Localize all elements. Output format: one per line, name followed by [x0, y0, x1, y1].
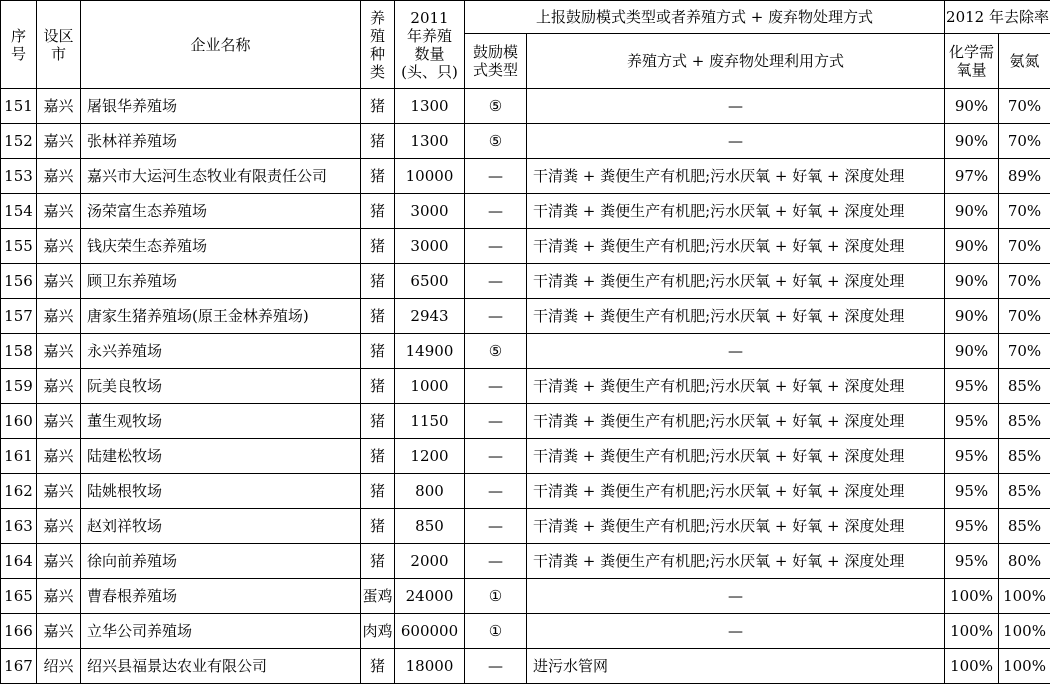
cell-city: 嘉兴	[37, 579, 81, 614]
cell-city: 嘉兴	[37, 544, 81, 579]
cell-count: 6500	[395, 264, 465, 299]
cell-method: —	[527, 614, 945, 649]
cell-cod-rate: 95%	[945, 474, 999, 509]
cell-method: —	[527, 579, 945, 614]
cell-company-name: 曹春根养殖场	[81, 579, 361, 614]
table-row	[1, 89, 1050, 124]
cell-company-name: 赵刘祥牧场	[81, 509, 361, 544]
table-row	[1, 474, 1050, 509]
cell-nh-rate: 85%	[999, 404, 1050, 439]
cell-nh-rate: 80%	[999, 544, 1050, 579]
cell-company-name: 立华公司养殖场	[81, 614, 361, 649]
table-row	[1, 159, 1050, 194]
cell-seq: 159	[1, 369, 37, 404]
cell-mode: —	[465, 404, 527, 439]
cell-method: 干清粪 + 粪便生产有机肥;污水厌氧 + 好氧 + 深度处理	[527, 544, 945, 579]
cell-company-name: 汤荣富生态养殖场	[81, 194, 361, 229]
cell-species: 猪	[361, 404, 395, 439]
cell-mode: —	[465, 439, 527, 474]
table-row	[1, 404, 1050, 439]
cell-nh-rate: 85%	[999, 369, 1050, 404]
cell-city: 嘉兴	[37, 509, 81, 544]
cell-species: 猪	[361, 159, 395, 194]
cell-method: 干清粪 + 粪便生产有机肥;污水厌氧 + 好氧 + 深度处理	[527, 474, 945, 509]
cell-method: 干清粪 + 粪便生产有机肥;污水厌氧 + 好氧 + 深度处理	[527, 229, 945, 264]
cell-cod-rate: 95%	[945, 369, 999, 404]
cell-mode: ①	[465, 579, 527, 614]
table-body	[1, 89, 1050, 684]
cell-count: 800	[395, 474, 465, 509]
cell-company-name: 顾卫东养殖场	[81, 264, 361, 299]
cell-seq: 153	[1, 159, 37, 194]
cell-seq: 163	[1, 509, 37, 544]
cell-city: 嘉兴	[37, 439, 81, 474]
cell-method: 干清粪 + 粪便生产有机肥;污水厌氧 + 好氧 + 深度处理	[527, 264, 945, 299]
cell-company-name: 董生观牧场	[81, 404, 361, 439]
cell-cod-rate: 90%	[945, 229, 999, 264]
cell-count: 2943	[395, 299, 465, 334]
cell-species: 猪	[361, 369, 395, 404]
cell-cod-rate: 90%	[945, 194, 999, 229]
cell-method: 干清粪 + 粪便生产有机肥;污水厌氧 + 好氧 + 深度处理	[527, 299, 945, 334]
cell-species: 蛋鸡	[361, 579, 395, 614]
cell-city: 嘉兴	[37, 159, 81, 194]
cell-seq: 164	[1, 544, 37, 579]
table-row	[1, 369, 1050, 404]
cell-species: 猪	[361, 264, 395, 299]
cell-count: 2000	[395, 544, 465, 579]
table-row	[1, 614, 1050, 649]
header-seq: 序号	[1, 1, 37, 89]
cell-company-name: 钱庆荣生态养殖场	[81, 229, 361, 264]
cell-method: 干清粪 + 粪便生产有机肥;污水厌氧 + 好氧 + 深度处理	[527, 369, 945, 404]
cell-nh-rate: 85%	[999, 474, 1050, 509]
cell-city: 嘉兴	[37, 89, 81, 124]
cell-company-name: 屠银华养殖场	[81, 89, 361, 124]
cell-mode: ⑤	[465, 89, 527, 124]
table-row	[1, 544, 1050, 579]
header-report-group: 上报鼓励模式类型或者养殖方式 + 废弃物处理方式	[465, 1, 945, 34]
cell-seq: 167	[1, 649, 37, 684]
cell-species: 猪	[361, 439, 395, 474]
header-nh: 氨氮	[999, 34, 1050, 89]
cell-method: 干清粪 + 粪便生产有机肥;污水厌氧 + 好氧 + 深度处理	[527, 439, 945, 474]
cell-count: 10000	[395, 159, 465, 194]
cell-method: —	[527, 89, 945, 124]
cell-cod-rate: 90%	[945, 89, 999, 124]
cell-species: 猪	[361, 124, 395, 159]
cell-method: 干清粪 + 粪便生产有机肥;污水厌氧 + 好氧 + 深度处理	[527, 159, 945, 194]
cell-method: —	[527, 334, 945, 369]
cell-mode: —	[465, 649, 527, 684]
cell-nh-rate: 100%	[999, 614, 1050, 649]
cell-count: 3000	[395, 229, 465, 264]
header-removal-group: 2012 年去除率	[945, 1, 1050, 34]
cell-nh-rate: 70%	[999, 124, 1050, 159]
table-row	[1, 124, 1050, 159]
cell-cod-rate: 100%	[945, 649, 999, 684]
cell-nh-rate: 70%	[999, 194, 1050, 229]
header-company: 企业名称	[81, 1, 361, 89]
cell-mode: —	[465, 299, 527, 334]
cell-nh-rate: 85%	[999, 439, 1050, 474]
table-row	[1, 439, 1050, 474]
cell-city: 嘉兴	[37, 369, 81, 404]
cell-city: 绍兴	[37, 649, 81, 684]
cell-nh-rate: 100%	[999, 649, 1050, 684]
cell-city: 嘉兴	[37, 614, 81, 649]
cell-seq: 155	[1, 229, 37, 264]
cell-city: 嘉兴	[37, 229, 81, 264]
cell-company-name: 陆建松牧场	[81, 439, 361, 474]
cell-species: 肉鸡	[361, 614, 395, 649]
cell-company-name: 阮美良牧场	[81, 369, 361, 404]
cell-count: 850	[395, 509, 465, 544]
cell-seq: 156	[1, 264, 37, 299]
cell-species: 猪	[361, 649, 395, 684]
cell-mode: —	[465, 369, 527, 404]
cell-company-name: 嘉兴市大运河生态牧业有限责任公司	[81, 159, 361, 194]
cell-count: 1200	[395, 439, 465, 474]
cell-mode: —	[465, 544, 527, 579]
cell-mode: —	[465, 229, 527, 264]
cell-method: 进污水管网	[527, 649, 945, 684]
cell-company-name: 陆姚根牧场	[81, 474, 361, 509]
cell-cod-rate: 90%	[945, 299, 999, 334]
table-row	[1, 334, 1050, 369]
header-mode: 鼓励模式类型	[465, 34, 527, 89]
cell-seq: 162	[1, 474, 37, 509]
cell-count: 18000	[395, 649, 465, 684]
header-species: 养殖种类	[361, 1, 395, 89]
cell-city: 嘉兴	[37, 194, 81, 229]
cell-mode: —	[465, 509, 527, 544]
cell-cod-rate: 90%	[945, 334, 999, 369]
cell-species: 猪	[361, 299, 395, 334]
cell-cod-rate: 97%	[945, 159, 999, 194]
cell-method: —	[527, 124, 945, 159]
cell-nh-rate: 70%	[999, 334, 1050, 369]
header-method: 养殖方式 + 废弃物处理利用方式	[527, 34, 945, 89]
cell-company-name: 绍兴县福景达农业有限公司	[81, 649, 361, 684]
cell-species: 猪	[361, 229, 395, 264]
cell-seq: 158	[1, 334, 37, 369]
cell-mode: —	[465, 474, 527, 509]
table-row	[1, 264, 1050, 299]
cell-species: 猪	[361, 509, 395, 544]
cell-count: 1150	[395, 404, 465, 439]
cell-species: 猪	[361, 544, 395, 579]
cell-mode: ①	[465, 614, 527, 649]
cell-nh-rate: 70%	[999, 229, 1050, 264]
cell-method: 干清粪 + 粪便生产有机肥;污水厌氧 + 好氧 + 深度处理	[527, 404, 945, 439]
cell-mode: —	[465, 194, 527, 229]
header-cod: 化学需氧量	[945, 34, 999, 89]
cell-cod-rate: 90%	[945, 124, 999, 159]
cell-count: 1300	[395, 124, 465, 159]
header-count: 2011 年养殖数量(头、只)	[395, 1, 465, 89]
cell-nh-rate: 85%	[999, 509, 1050, 544]
cell-cod-rate: 95%	[945, 509, 999, 544]
cell-company-name: 张林祥养殖场	[81, 124, 361, 159]
cell-seq: 165	[1, 579, 37, 614]
table-row	[1, 579, 1050, 614]
cell-seq: 166	[1, 614, 37, 649]
cell-city: 嘉兴	[37, 264, 81, 299]
cell-cod-rate: 100%	[945, 614, 999, 649]
cell-seq: 161	[1, 439, 37, 474]
cell-city: 嘉兴	[37, 299, 81, 334]
cell-city: 嘉兴	[37, 404, 81, 439]
cell-nh-rate: 70%	[999, 299, 1050, 334]
cell-cod-rate: 95%	[945, 404, 999, 439]
cell-cod-rate: 90%	[945, 264, 999, 299]
cell-species: 猪	[361, 89, 395, 124]
cell-mode: —	[465, 159, 527, 194]
cell-seq: 152	[1, 124, 37, 159]
cell-city: 嘉兴	[37, 474, 81, 509]
cell-count: 14900	[395, 334, 465, 369]
table-row	[1, 509, 1050, 544]
cell-mode: ⑤	[465, 334, 527, 369]
table-row	[1, 194, 1050, 229]
cell-city: 嘉兴	[37, 334, 81, 369]
cell-nh-rate: 100%	[999, 579, 1050, 614]
header-city: 设区市	[37, 1, 81, 89]
cell-nh-rate: 70%	[999, 264, 1050, 299]
table-row	[1, 649, 1050, 684]
cell-count: 600000	[395, 614, 465, 649]
cell-nh-rate: 70%	[999, 89, 1050, 124]
cell-cod-rate: 95%	[945, 439, 999, 474]
table-row	[1, 229, 1050, 264]
cell-company-name: 永兴养殖场	[81, 334, 361, 369]
cell-seq: 157	[1, 299, 37, 334]
cell-count: 24000	[395, 579, 465, 614]
cell-mode: ⑤	[465, 124, 527, 159]
cell-company-name: 徐向前养殖场	[81, 544, 361, 579]
cell-species: 猪	[361, 194, 395, 229]
cell-count: 3000	[395, 194, 465, 229]
cell-species: 猪	[361, 474, 395, 509]
table-row	[1, 299, 1050, 334]
cell-method: 干清粪 + 粪便生产有机肥;污水厌氧 + 好氧 + 深度处理	[527, 194, 945, 229]
cell-mode: —	[465, 264, 527, 299]
cell-species: 猪	[361, 334, 395, 369]
cell-seq: 154	[1, 194, 37, 229]
cell-seq: 160	[1, 404, 37, 439]
cell-company-name: 唐家生猪养殖场(原王金林养殖场)	[81, 299, 361, 334]
cell-nh-rate: 89%	[999, 159, 1050, 194]
cell-method: 干清粪 + 粪便生产有机肥;污水厌氧 + 好氧 + 深度处理	[527, 509, 945, 544]
cell-cod-rate: 95%	[945, 544, 999, 579]
cell-count: 1300	[395, 89, 465, 124]
cell-count: 1000	[395, 369, 465, 404]
cell-city: 嘉兴	[37, 124, 81, 159]
cell-seq: 151	[1, 89, 37, 124]
cell-cod-rate: 100%	[945, 579, 999, 614]
